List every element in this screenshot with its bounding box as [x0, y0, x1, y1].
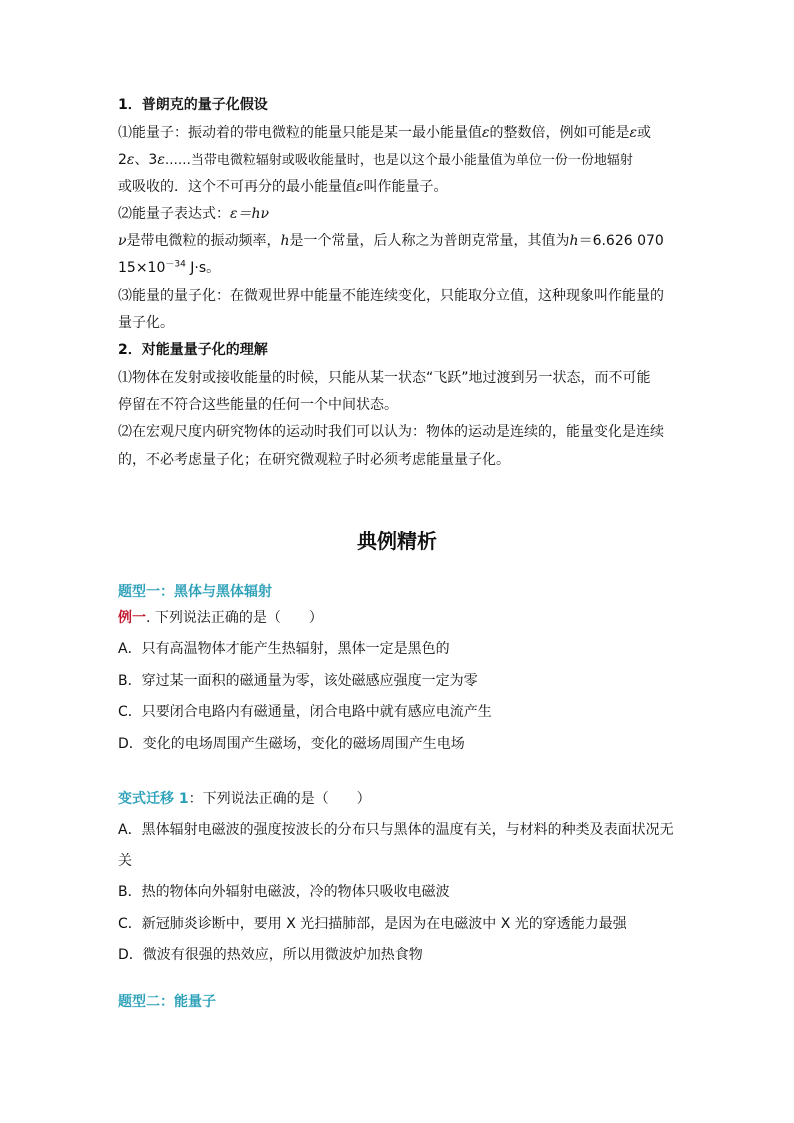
example1-label: 例一: [118, 610, 146, 626]
example1-option-c: C．只要闭合电路内有磁通量，闭合电路中就有感应电流产生: [118, 704, 492, 720]
s1-p3-line1: ⑶能量的量子化：在微观世界中能量不能连续变化，只能取分立值，这种现象叫作能量的: [118, 288, 664, 304]
s1-p2-line3: $15\times 10^{-34}$ J·s。: [118, 259, 221, 276]
s1-p3-line2: 量子化。: [118, 315, 174, 331]
s2-p1-line1: ⑴物体在发射或接收能量的时候，只能从某一状态“飞跃”地过渡到另一状态，而不可能: [118, 370, 651, 386]
variant1-option-b: B．热的物体向外辐射电磁波，冷的物体只吸收电磁波: [118, 884, 450, 900]
s1-p1-line1: ⑴能量子：振动着的带电微粒的能量只能是某一最小能量值ε的整数倍，例如可能是ε或: [118, 125, 652, 141]
s1-p2-line2: ν是带电微粒的振动频率，h是一个常量，后人称之为普朗克常量，其值为h＝6.626 070: [118, 233, 664, 249]
example1-option-d: D．变化的电场周围产生磁场，变化的磁场周围产生电场: [118, 736, 465, 752]
type1-label: 题型一：黑体与黑体辐射: [118, 584, 272, 600]
s2-p2-line2: 的，不必考虑量子化；在研究微观粒子时必须考虑能量量子化。: [118, 452, 510, 468]
example1-option-b: B．穿过某一面积的磁通量为零，该处磁感应强度一定为零: [118, 673, 478, 689]
type2-label: 题型二：能量子: [118, 994, 216, 1010]
s1-p1-line2: 2ε、3ε……当带电微粒辐射或吸收能量时，也是以这个最小能量值为单位一份一份地辐射: [118, 152, 633, 168]
section2-heading: 2．对能量量子化的理解: [118, 342, 268, 358]
example1-stem: 例一. 下列说法正确的是（ ）: [118, 610, 323, 626]
variant1-stem: 变式迁移 1：下列说法正确的是（ ）: [118, 791, 371, 807]
s2-p2-line1: ⑵在宏观尺度内研究物体的运动时我们可以认为：物体的运动是连续的，能量变化是连续: [118, 424, 664, 440]
s2-p1-line2: 停留在不符合这些能量的任何一个中间状态。: [118, 397, 398, 413]
variant1-option-c: C．新冠肺炎诊断中，要用 X 光扫描肺部，是因为在电磁波中 X 光的穿透能力最强: [118, 916, 627, 932]
variant1-option-d: D．微波有很强的热效应，所以用微波炉加热食物: [118, 947, 423, 963]
energy-quantum-formula: ε＝hν: [230, 206, 270, 222]
section1-heading: 1．普朗克的量子化假设: [118, 97, 268, 113]
example1-option-a: A．只有高温物体才能产生热辐射，黑体一定是黑色的: [118, 641, 450, 657]
variant1-label: 变式迁移 1: [118, 791, 189, 807]
variant1-option-a-line2: 关: [118, 853, 132, 869]
s1-p1-line3: 或吸收的．这个不可再分的最小能量值ε叫作能量子。: [118, 179, 448, 195]
main-title: 典例精析: [357, 529, 437, 553]
variant1-option-a-line1: A．黑体辐射电磁波的强度按波长的分布只与黑体的温度有关，与材料的种类及表面状况无: [118, 822, 674, 838]
s1-p2-line1: ⑵能量子表达式：ε＝hν: [118, 206, 270, 222]
